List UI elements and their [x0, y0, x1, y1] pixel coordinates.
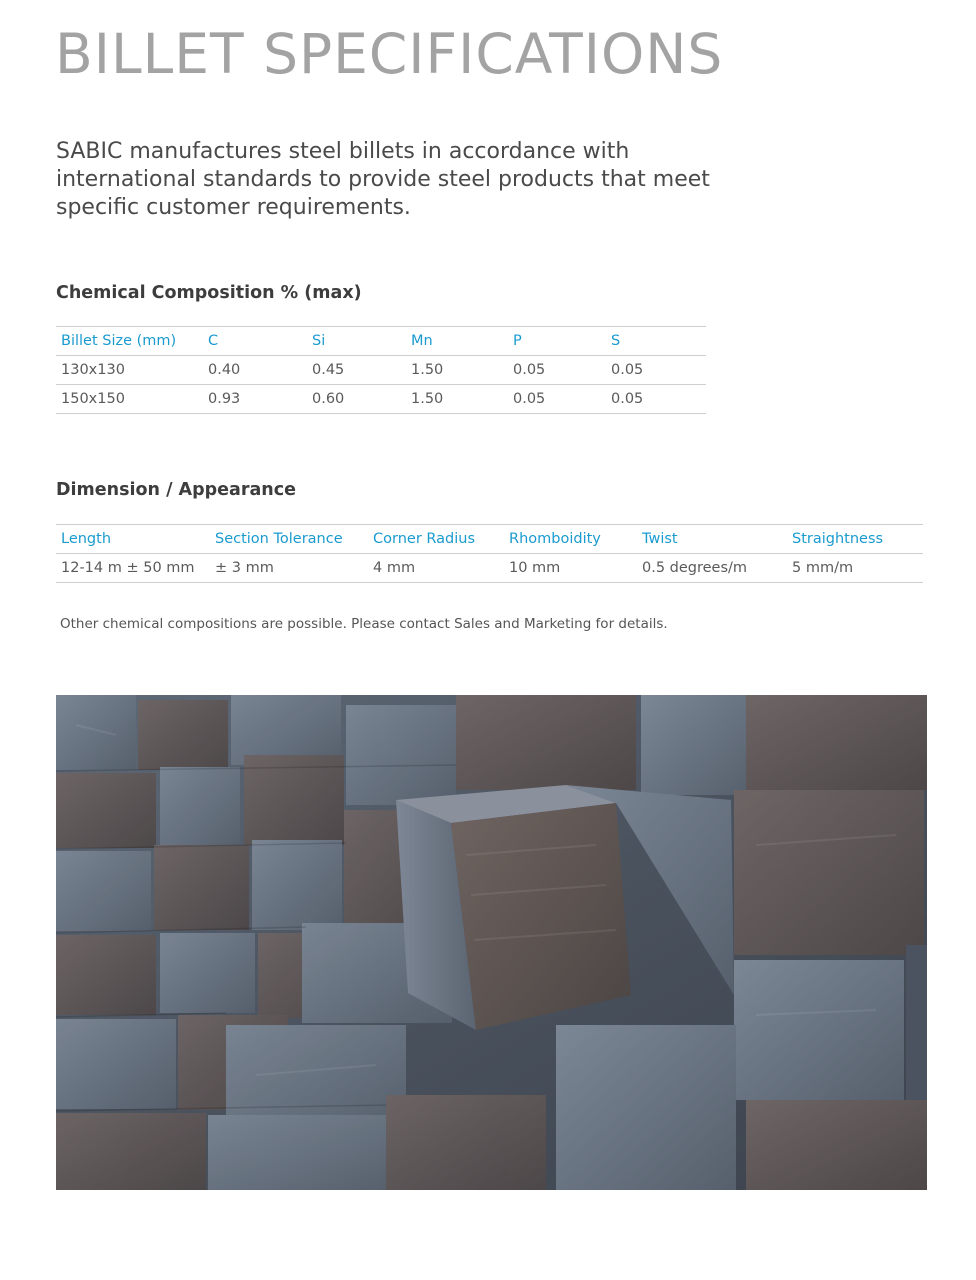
steel-billets-photo: [56, 695, 927, 1190]
column-header-length: Length: [56, 525, 210, 554]
table-header-row: [56, 327, 706, 356]
intro-paragraph: [56, 138, 710, 222]
table-cell: 1.50: [406, 356, 508, 385]
table-cell: 0.40: [203, 356, 307, 385]
table-row: [56, 385, 706, 414]
table-header-row: [56, 525, 923, 554]
column-header-s: S: [606, 327, 706, 356]
table-cell: 0.45: [307, 356, 406, 385]
table-cell: ± 3 mm: [210, 554, 368, 583]
table-cell: 10 mm: [504, 554, 637, 583]
table-row: [56, 356, 706, 385]
column-header-billet-size: Billet Size (mm): [56, 327, 203, 356]
table-cell: 0.60: [307, 385, 406, 414]
table-row: [56, 554, 923, 583]
table-cell: 12-14 m ± 50 mm: [56, 554, 210, 583]
column-header-rhomboidity: Rhomboidity: [504, 525, 637, 554]
table-cell: 0.93: [203, 385, 307, 414]
column-header-section-tolerance: Section Tolerance: [210, 525, 368, 554]
table-cell: 5 mm/m: [787, 554, 923, 583]
table-cell: 0.5 degrees/m: [637, 554, 787, 583]
table-cell: 0.05: [508, 356, 606, 385]
intro-line: international standards to provide steel products that meet: [56, 167, 710, 192]
contact-note: Other chemical compositions are possible. Please contact Sales and Marketing for details.: [60, 616, 668, 632]
table-cell: 1.50: [406, 385, 508, 414]
column-header-si: Si: [307, 327, 406, 356]
dimension-appearance-heading: Dimension / Appearance: [56, 480, 296, 500]
steel-billets-illustration: [56, 695, 927, 1190]
page-title: BILLET SPECIFICATIONS: [55, 22, 724, 86]
column-header-mn: Mn: [406, 327, 508, 356]
column-header-straightness: Straightness: [787, 525, 923, 554]
table-cell: 4 mm: [368, 554, 504, 583]
chemical-composition-heading: Chemical Composition % (max): [56, 283, 362, 303]
intro-line: SABIC manufactures steel billets in accordance with: [56, 139, 630, 164]
table-cell: 0.05: [606, 356, 706, 385]
column-header-twist: Twist: [637, 525, 787, 554]
column-header-p: P: [508, 327, 606, 356]
table-cell: 0.05: [606, 385, 706, 414]
table-cell: 130x130: [56, 356, 203, 385]
table-cell: 0.05: [508, 385, 606, 414]
table-cell: 150x150: [56, 385, 203, 414]
dimension-appearance-table: [56, 524, 923, 583]
intro-line: specific customer requirements.: [56, 195, 411, 220]
column-header-corner-radius: Corner Radius: [368, 525, 504, 554]
chemical-composition-table: [56, 326, 706, 414]
column-header-c: C: [203, 327, 307, 356]
